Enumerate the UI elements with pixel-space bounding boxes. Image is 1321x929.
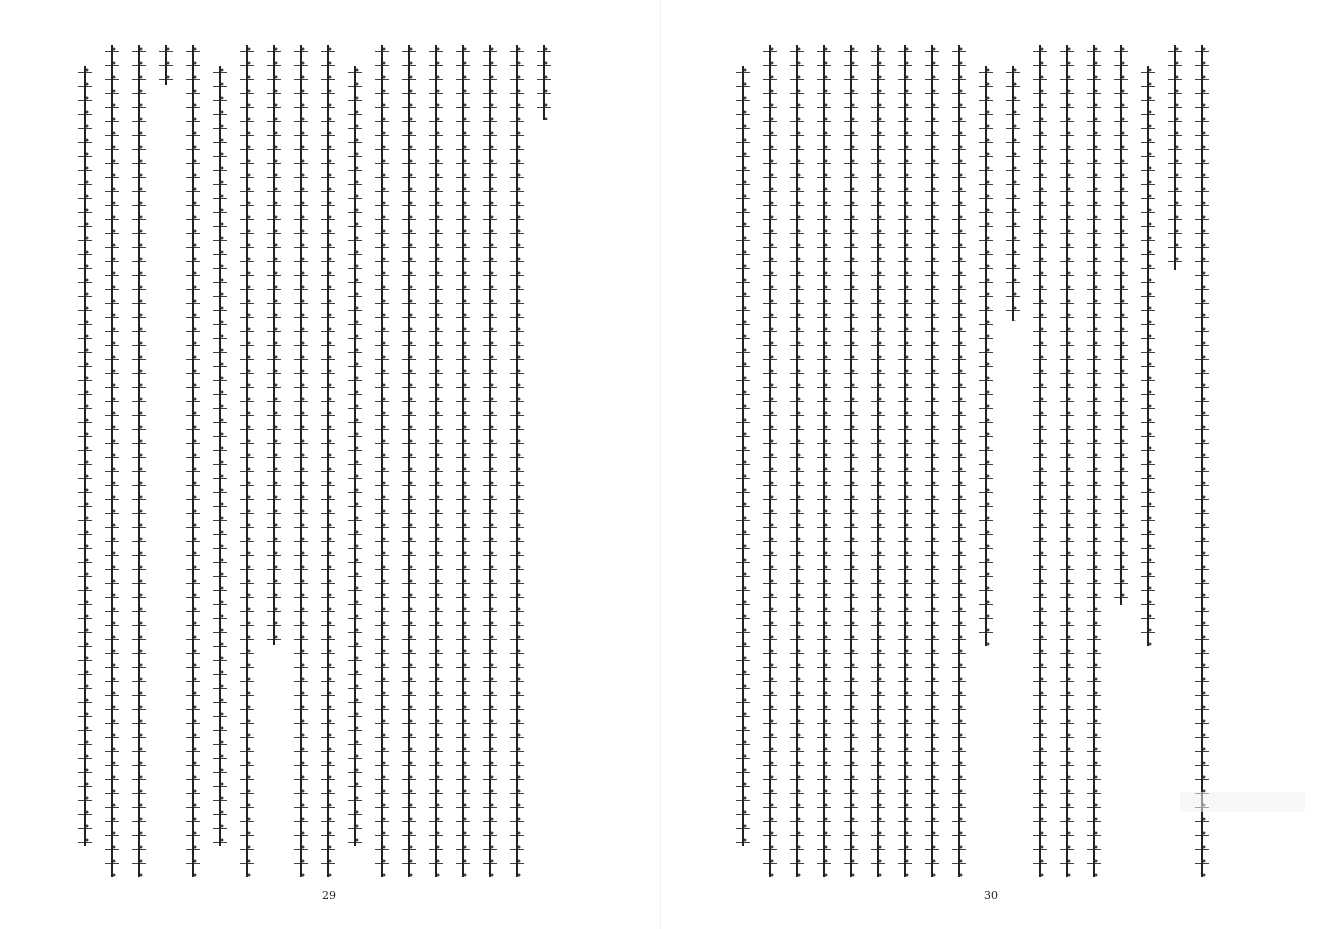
text-column: [952, 45, 966, 877]
script-glyphs: [790, 45, 804, 877]
text-column: [1033, 45, 1047, 877]
text-column: [871, 45, 885, 877]
left-page: [0, 0, 660, 929]
text-column: [1114, 45, 1128, 605]
page-number-left: 29: [322, 889, 336, 902]
script-glyphs: [105, 45, 119, 877]
text-column: [213, 66, 227, 846]
text-column: [1006, 66, 1020, 321]
script-glyphs: [78, 66, 92, 846]
text-column: [510, 45, 524, 877]
text-column: [132, 45, 146, 877]
text-column: [1141, 66, 1155, 646]
text-column: [375, 45, 389, 877]
text-column: [321, 45, 335, 877]
text-column: [78, 66, 92, 846]
text-column: [483, 45, 497, 877]
text-column: [790, 45, 804, 877]
text-column: [817, 45, 831, 877]
text-column: [240, 45, 254, 877]
text-column: [979, 66, 993, 646]
script-glyphs: [736, 66, 750, 846]
text-column: [402, 45, 416, 877]
text-column: [898, 45, 912, 877]
text-column: [925, 45, 939, 877]
page-number-right: 30: [984, 889, 998, 902]
text-column: [736, 66, 750, 846]
right-page: [661, 0, 1321, 929]
text-column: [186, 45, 200, 877]
watermark: [1180, 792, 1305, 812]
text-column: [844, 45, 858, 877]
text-column: [429, 45, 443, 877]
text-column: [294, 45, 308, 877]
script-glyphs: [817, 45, 831, 877]
text-column: [456, 45, 470, 877]
text-column: [537, 45, 551, 120]
text-column: [267, 45, 281, 645]
text-column: [159, 45, 173, 85]
text-column: [1087, 45, 1101, 877]
script-glyphs: [763, 45, 777, 877]
script-glyphs: [240, 45, 254, 877]
text-column: [105, 45, 119, 877]
text-column: [1168, 45, 1182, 270]
text-column: [348, 66, 362, 846]
text-column: [1195, 45, 1209, 877]
text-column: [1060, 45, 1074, 877]
text-column: [763, 45, 777, 877]
